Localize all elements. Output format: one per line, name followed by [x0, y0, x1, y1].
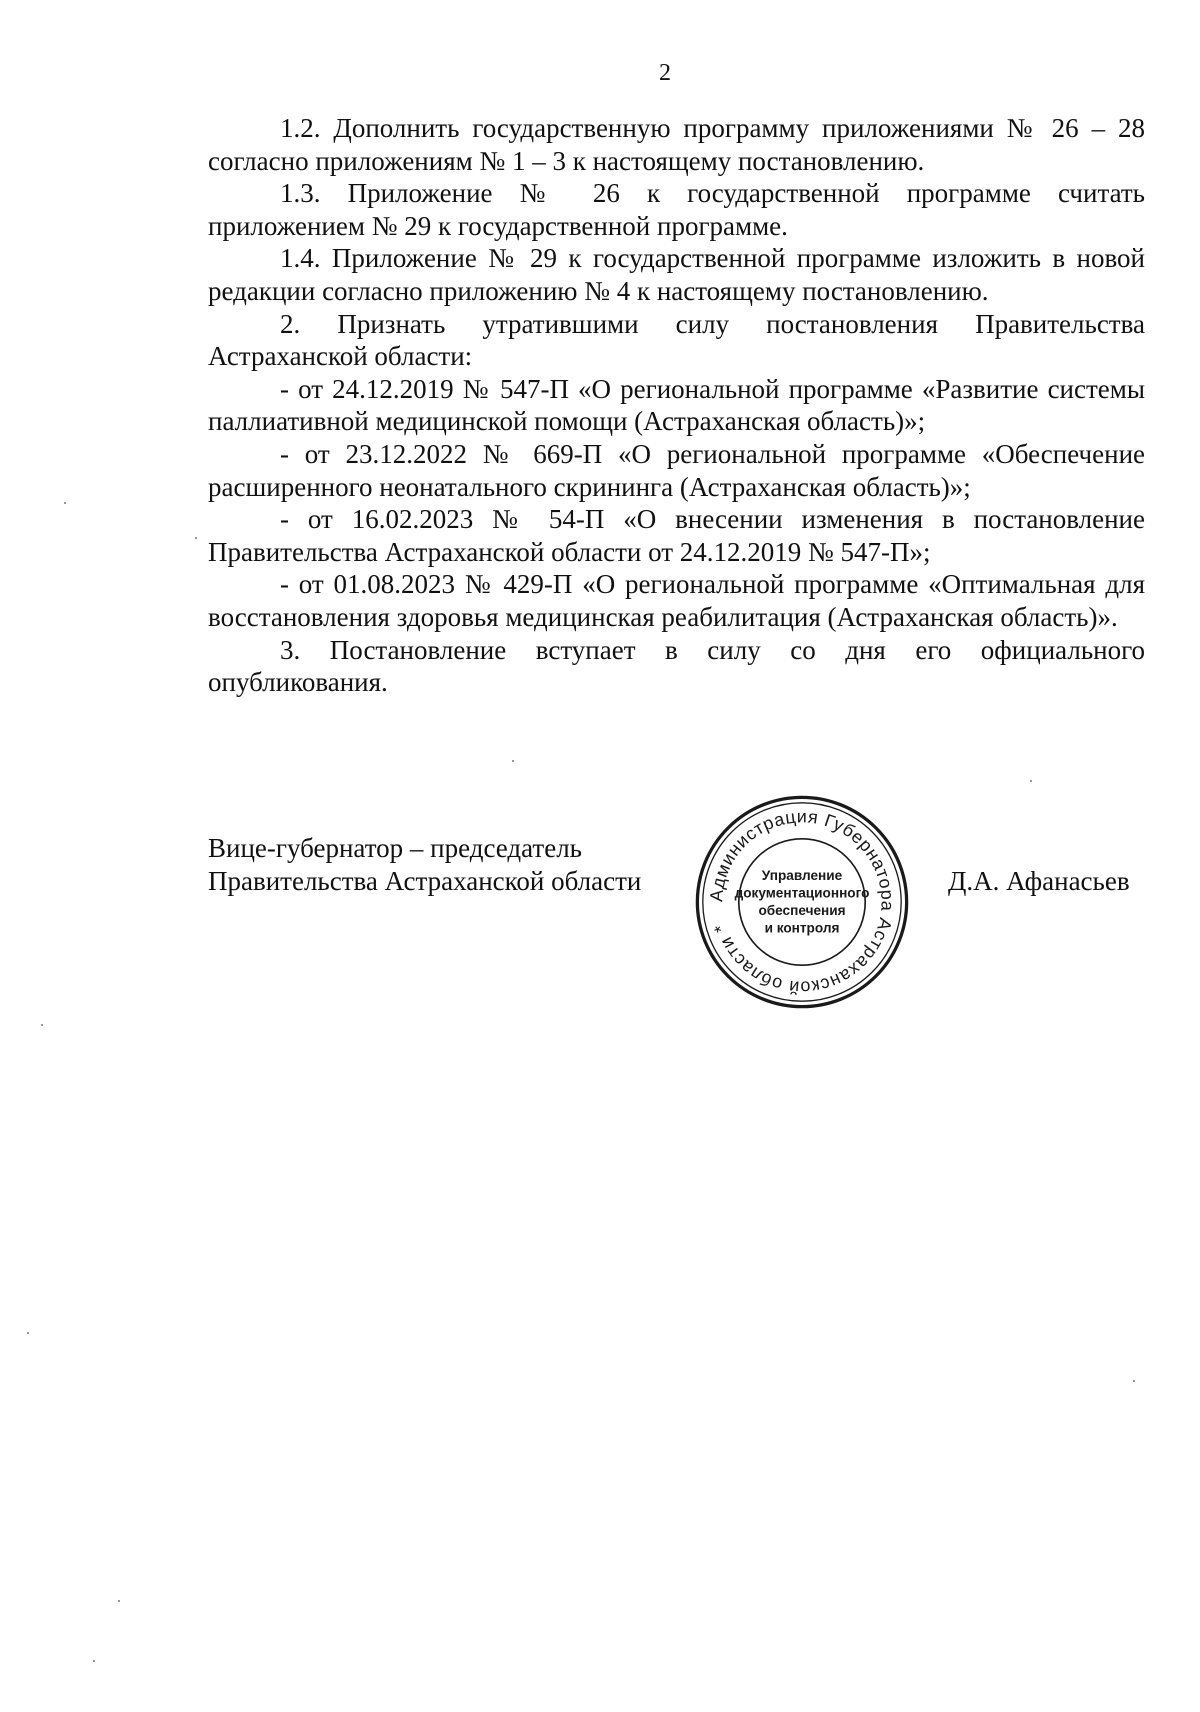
signatory-name: Д.А. Афанасьев — [948, 866, 1130, 896]
paragraph-3: 3. Постановление вступает в силу со дня его официального опубликования. — [208, 634, 1145, 698]
paragraph-1-4: 1.4. Приложение № 29 к государственной программе изложить в новой редакции согласно приложению № 4 к настоящему постановлению. — [208, 243, 1145, 306]
position-line-2: Правительства Астраханской области — [208, 865, 642, 896]
document-body — [208, 112, 1145, 699]
scan-speck — [93, 1660, 95, 1662]
repealed-item-3: - от 16.02.2023 № 54-П «О внесении изменения в постановление Правительства Астраханской области от 24.12.2019 № 547-П»; — [208, 504, 1145, 567]
scan-speck — [1133, 1380, 1135, 1382]
scan-speck — [512, 760, 514, 762]
scan-speck — [195, 537, 197, 539]
page-number: 2 — [659, 60, 671, 86]
repealed-item-1: - от 24.12.2019 № 547-П «О региональной программе «Развитие системы паллиативной медицинской помощи (Астраханская область)»; — [208, 373, 1145, 437]
scan-speck — [118, 1600, 120, 1602]
paragraph-1-3: 1.3. Приложение № 26 к государственной программе считать приложением № 29 к государственной программе. — [208, 178, 1145, 241]
scan-speck — [41, 1024, 43, 1026]
scan-speck — [1030, 780, 1032, 782]
repealed-item-4: - от 01.08.2023 № 429-П «О региональной программе «Оптимальная для восстановления здоровья медицинская реабилитация (Астраханская область)». — [208, 569, 1145, 632]
svg-text:Администрация Губернатора Астр: Администрация Губернатора Астраханской области * — [706, 806, 898, 998]
position-line-1: Вице-губернатор – председатель — [208, 833, 582, 863]
repealed-item-2: - от 23.12.2022 № 669-П «О региональной программе «Обеспечение расширенного неонатального скрининга (Астраханская область)»; — [208, 438, 1145, 502]
svg-text:Управлениедокументационногообе: Управление документационного обеспечения и контроля — [734, 868, 870, 936]
paragraph-1-2: 1.2. Дополнить государственную программу приложениями № 26 – 28 согласно приложениям № 1 – 3 к настоящему постановлению. — [208, 113, 1145, 176]
scan-speck — [27, 1332, 29, 1334]
paragraph-2: 2. Признать утратившими силу постановления Правительства Астраханской области: — [208, 308, 1145, 372]
official-seal — [693, 793, 911, 1011]
signatory-position — [208, 832, 641, 897]
scan-speck — [64, 502, 66, 504]
